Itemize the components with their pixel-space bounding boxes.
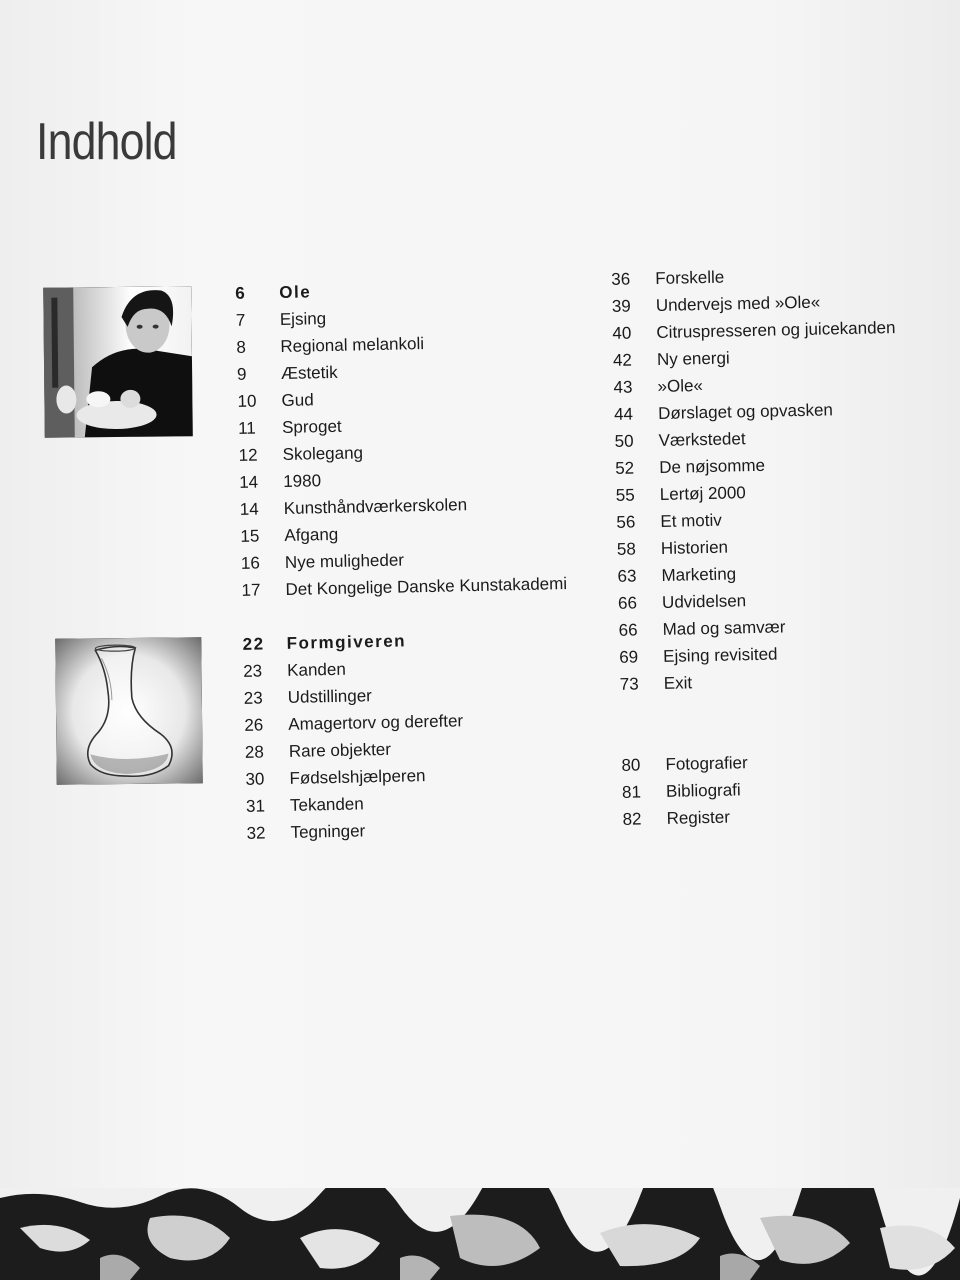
toc-page-number: 9 bbox=[236, 364, 247, 384]
toc-entry-title: Formgiveren bbox=[286, 631, 407, 653]
toc-page-number: 11 bbox=[237, 418, 256, 438]
toc-page-number: 12 bbox=[238, 445, 258, 465]
toc-page-number: 69 bbox=[618, 647, 639, 667]
toc-entry-title: Udvidelsen bbox=[661, 591, 747, 612]
bottom-texture-band bbox=[0, 1188, 960, 1280]
toc-entry-title: Udstillinger bbox=[287, 686, 373, 707]
toc-page-number: 52 bbox=[615, 458, 635, 478]
toc-entry-title: Bibliografi bbox=[665, 780, 741, 801]
toc-entry-title: Et motiv bbox=[660, 510, 722, 531]
toc-page-number: 10 bbox=[237, 391, 257, 411]
toc-page-number: 63 bbox=[617, 566, 637, 586]
toc-page-number: 56 bbox=[616, 512, 636, 532]
toc-entry-title: Undervejs med »Ole« bbox=[655, 292, 821, 316]
toc-page-number: 40 bbox=[612, 323, 632, 343]
toc-page-number: 66 bbox=[618, 620, 638, 640]
toc-entry-title: Historien bbox=[660, 537, 729, 558]
toc-entry-title: Skolegang bbox=[282, 443, 364, 464]
toc-entry-title: Fotografier bbox=[665, 753, 748, 774]
toc-entry-title: Afgang bbox=[284, 524, 339, 545]
toc-page-number: 50 bbox=[614, 431, 634, 451]
toc-entry-title: Dørslaget og opvasken bbox=[657, 400, 834, 423]
toc-page-number: 55 bbox=[615, 485, 635, 505]
toc-page-number: 66 bbox=[617, 593, 638, 613]
toc-entry-title: Regional melankoli bbox=[280, 333, 425, 356]
toc-entry-title: »Ole« bbox=[657, 376, 704, 396]
toc-entry-title: Ole bbox=[279, 282, 312, 303]
toc-entry-title: Ejsing revisited bbox=[662, 644, 778, 666]
toc-page-number: 8 bbox=[236, 337, 247, 357]
portrait-photo bbox=[43, 286, 193, 438]
toc-entry-title: Tekanden bbox=[289, 794, 364, 815]
toc-entry-title: Amagertorv og derefter bbox=[288, 711, 464, 734]
toc-page-number: 28 bbox=[244, 742, 265, 762]
toc-entry-title: Fødselshjælperen bbox=[289, 766, 426, 788]
toc-page-number: 32 bbox=[246, 823, 266, 843]
toc-entry-title: Marketing bbox=[661, 564, 737, 585]
toc-page-number: 15 bbox=[240, 526, 260, 546]
toc-page-number: 26 bbox=[244, 715, 264, 735]
toc-page-number: 31 bbox=[245, 796, 266, 816]
toc-entry-title: Forskelle bbox=[655, 267, 725, 289]
toc-entry-title: Kanden bbox=[286, 659, 346, 680]
toc-right-column bbox=[608, 259, 940, 833]
toc-entry-title: Register bbox=[666, 807, 731, 828]
toc-page-number: 17 bbox=[241, 580, 261, 600]
toc-left-column bbox=[232, 273, 594, 847]
toc-page-number: 43 bbox=[613, 377, 633, 397]
toc-entry-title: Æstetik bbox=[280, 362, 338, 383]
vase-photo bbox=[55, 637, 203, 785]
toc-entry-title: Kunsthåndværkerskolen bbox=[283, 495, 468, 518]
toc-page-number: 80 bbox=[621, 755, 641, 775]
toc-page-number: 58 bbox=[616, 539, 637, 559]
toc-entry-title: Sproget bbox=[281, 416, 342, 437]
toc-page-number: 39 bbox=[611, 296, 631, 316]
toc-entry-title: Mad og samvær bbox=[662, 617, 786, 639]
toc-entry-title: Rare objekter bbox=[288, 739, 392, 761]
toc-page-number: 82 bbox=[622, 809, 642, 829]
toc-page-number: 23 bbox=[242, 661, 263, 681]
toc-page-number: 81 bbox=[621, 782, 642, 802]
page-title: Indhold bbox=[36, 113, 177, 171]
toc-page-number: 6 bbox=[235, 283, 247, 303]
toc-entry-title: Tegninger bbox=[290, 821, 366, 842]
toc-page-number: 36 bbox=[611, 269, 631, 289]
toc-entry-title: De nøjsomme bbox=[659, 455, 766, 477]
toc-page-number: 73 bbox=[619, 674, 639, 694]
toc-entry-title: Gud bbox=[281, 390, 314, 410]
toc-page-number: 22 bbox=[242, 634, 265, 654]
toc-entry-title: Ejsing bbox=[279, 309, 327, 330]
toc-page-number: 16 bbox=[240, 553, 261, 573]
toc-entry-title: Ny energi bbox=[656, 348, 730, 369]
toc-entry-title: Lertøj 2000 bbox=[659, 483, 746, 504]
toc-page-number: 42 bbox=[612, 350, 633, 370]
toc-page-number: 23 bbox=[243, 688, 263, 708]
toc-entry-title: Det Kongelige Danske Kunstakademi bbox=[285, 574, 568, 599]
toc-entry-title: Nye muligheder bbox=[284, 550, 405, 572]
toc-entry-title: Citruspresseren og juicekanden bbox=[656, 317, 896, 342]
toc-entry bbox=[619, 799, 939, 833]
toc-entry-title: Exit bbox=[663, 673, 693, 693]
toc-page-number: 14 bbox=[239, 499, 259, 519]
toc-page-number: 30 bbox=[245, 769, 265, 789]
toc-page-number: 14 bbox=[239, 472, 259, 492]
toc-page-number: 44 bbox=[613, 404, 634, 424]
toc-entry-title: 1980 bbox=[283, 471, 322, 491]
toc-page-number: 7 bbox=[235, 310, 246, 330]
toc-entry-title: Værkstedet bbox=[658, 429, 746, 450]
